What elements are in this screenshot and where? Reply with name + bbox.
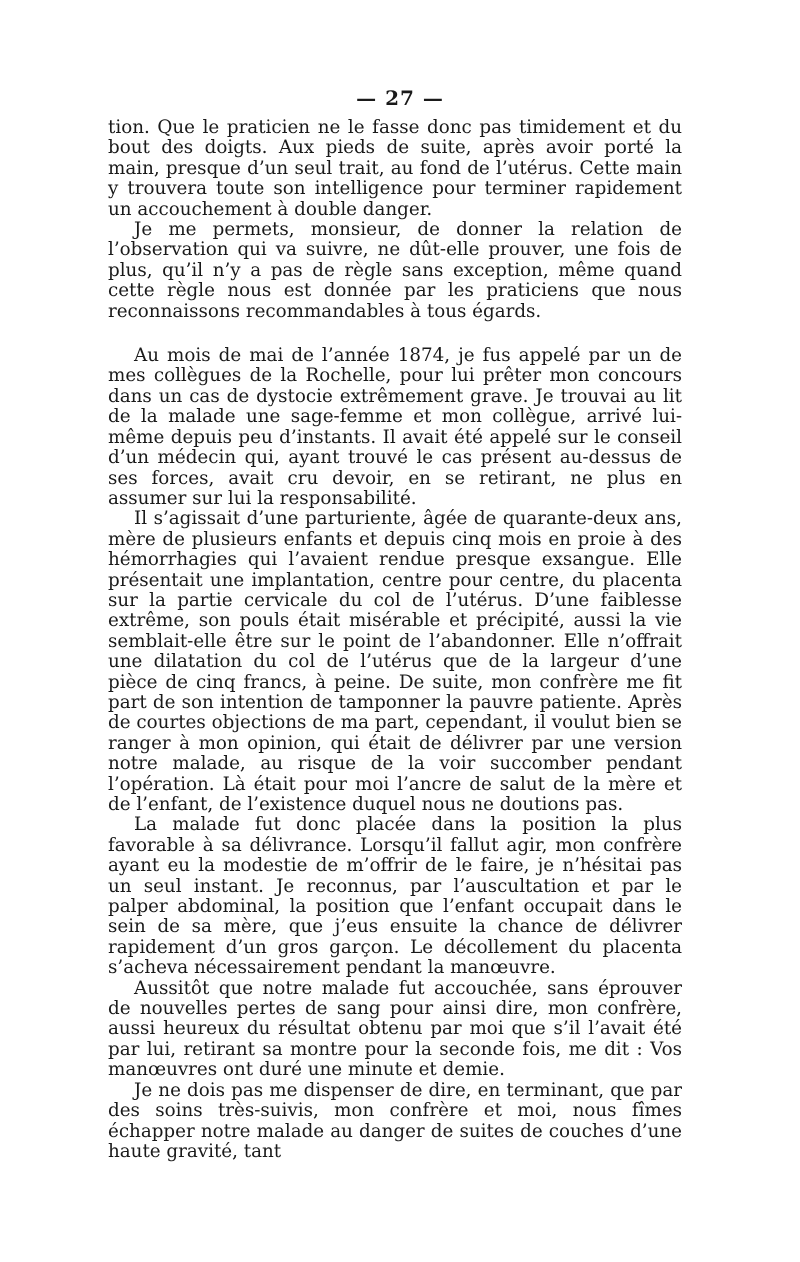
paragraph-2: Je me permets, monsieur, de donner la relation de l’observation qui va suivre, ne dût-elle prouver, une fois de plus, qu’il n’y a pas de règle sans exception, même quand cette règle nous est donnée par les praticiens que nous reconnaissons recommandables à tous égards.	[108, 219, 682, 322]
paragraph-5: La malade fut donc placée dans la position la plus favorable à sa délivrance. Lorsqu’il fallut agir, mon confrère ayant eu la modestie de m’offrir de le faire, je n’hésitai pas un seul instant. Je reconnus, par l’auscultation et par le palper abdominal, la position que l’enfant occupait dans le sein de sa mère, que j’eus ensuite la chance de délivrer rapidement d’un gros garçon. Le décollement du placenta s’acheva nécessairement pendant la manœuvre.	[108, 814, 682, 979]
paragraph-6: Aussitôt que notre malade fut accouchée, sans éprouver de nouvelles pertes de sang pour ainsi dire, mon confrère, aussi heureux du résultat obtenu par moi que s’il l’avait été par lui, retirant sa montre pour la seconde fois, me dit : Vos manœuvres ont duré une minute et demie.	[108, 977, 682, 1081]
body-text	[108, 118, 682, 1162]
paragraph-7: Je ne dois pas me dispenser de dire, en terminant, que par des soins très-suivis, mon confrère et moi, nous fîmes échapper notre malade au danger de suites de couches d’une haute gravité, tant	[108, 1079, 682, 1162]
page-number: — 27 —	[356, 86, 444, 110]
paragraph-3: Au mois de mai de l’année 1874, je fus appelé par un de mes collègues de la Rochelle, pour lui prêter mon concours dans un cas de dystocie extrêmement grave. Je trouvai au lit de la malade une sage-femme et mon collègue, arrivé lui-même depuis peu d’instants. Il avait été appelé sur le conseil d’un médecin qui, ayant trouvé le cas présent au-dessus de ses forces, avait cru devoir, en se retirant, ne plus en assumer sur lui la responsabilité.	[108, 345, 682, 509]
paragraph-1: tion. Que le praticien ne le fasse donc pas timidement et du bout des doigts. Aux pieds de suite, après avoir porté la main, presque d’un seul trait, au fond de l’utérus. Cette main y trouvera toute son intelligence pour terminer rapidement un accouchement à double danger.	[108, 117, 682, 220]
paragraph-4: Il s’agissait d’une parturiente, âgée de quarante-deux ans, mère de plusieurs enfants et depuis cinq mois en proie à des hémorrhagies qui l’avaient rendue presque exsangue. Elle présentait une implantation, centre pour centre, du placenta sur la partie cervicale du col de l’utérus. D’une faiblesse extrême, son pouls était misérable et précipité, aussi la vie semblait-elle être sur le point de l’abandonner. Elle n’offrait une dilatation du col de l’utérus que de la largeur d’une pièce de cinq francs, à peine. De suite, mon confrère me fit part de son intention de tamponner la pauvre patiente. Après de courtes objections de ma part, cependant, il voulut bien se ranger à mon opinion, qui était de délivrer par une version notre malade, au risque de la voir succomber pendant l’opération. Là était pour moi l’ancre de salut de la mère et de l’enfant, de l’existence duquel nous ne doutions pas.	[108, 508, 682, 815]
